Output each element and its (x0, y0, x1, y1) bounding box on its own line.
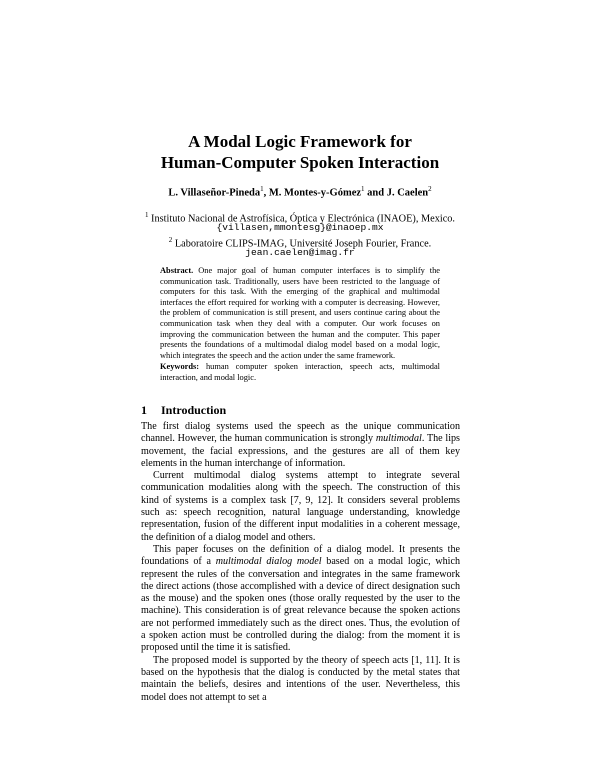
paragraph-2: Current multimodal dialog systems attempt to integrate several communication modalities along with the speech. The construction of this kind of systems is a complex task [7, 9, 12]. It considers several problems such as: speech recognition, natural language understanding, knowledge representation, fusion of the different input modalities in a coherent message, the definition of a dialog model and others. (141, 470, 460, 543)
keywords (160, 362, 440, 383)
author-2-affil-mark: 1 (361, 185, 365, 193)
paper-title-line-2: Human-Computer Spoken Interaction (160, 153, 440, 172)
paragraph-1-text-b: . The lips movement, the facial expressions, and the gestures are all of them key elements in the human interchange of information. (141, 433, 460, 469)
paragraph-1-text-a: The first dialog systems used the speech as the unique communication channel. However, the human communication is strongly (141, 421, 460, 445)
affiliation-2-mark: 2 (168, 236, 173, 244)
author-2: M. Montes-y-Gómez (268, 187, 362, 199)
paragraph-3-text-a: This paper focuses on the definition of a dialog model. It presents the foundations of a (141, 543, 460, 568)
paragraph-1 (141, 421, 460, 470)
paper-title-line-1: A Modal Logic Framework for (188, 132, 412, 151)
author-3: J. Caelen (386, 187, 429, 199)
section-number: 1 (141, 403, 147, 417)
affiliation-1-mark: 1 (144, 211, 149, 219)
author-3-affil-mark: 2 (428, 185, 432, 193)
section-title: Introduction (161, 403, 227, 417)
abstract (160, 266, 440, 361)
author-1: L. Villaseñor-Pineda (168, 187, 261, 199)
paragraph-3-emphasis: multimodal dialog model (215, 556, 322, 568)
paragraph-3-text-b: based on a modal logic, which represent the rules of the conversation and integrates in the same framework the direct actions (those accomplished with a device of direct designation such as the mouse) and the spoken ones (those orally requested by the user to the machine). This consideration is of great relevance because the spoken actions are not performed immediately such as the direct ones. Thus, the evolution of a spoken action must be controlled during the dialog: from the moment it is proposed until the time it is satisfied. (141, 556, 460, 654)
affiliation-1-text: Instituto Nacional de Astrofísica, Óptica y Electrónica (INAOE), Mexico. (148, 213, 456, 225)
affiliation-2-email: jean.caelen@imag.fr (245, 247, 355, 258)
abstract-label: Abstract. (160, 266, 194, 275)
keywords-label: Keywords: (160, 362, 200, 371)
affiliation-2-text: Laboratoire CLIPS-IMAG, Université Joseph Fourier, France. (172, 238, 432, 250)
abstract-text: One major goal of human computer interfaces is to simplify the communication task. Traditionally, users have been restricted to the language of computers for this task. With the emerging of the graphical and multimodal interfaces the effort required for working with a computer is decreasing. However, the problem of communication is still present, and users continue caring about the communication task when they deal with a computer. Our work focuses on improving the communication between the human and the computer. This paper presents the foundations of a multimodal dialog model based on a modal logic, which integrates the speech and the action under the same framework. (160, 266, 440, 360)
author-1-affil-mark: 1 (260, 185, 264, 193)
author-separator: and (364, 187, 387, 199)
body-text (141, 421, 460, 704)
section-heading (141, 403, 226, 418)
keywords-text: human computer spoken interaction, speech acts, multimodal interaction, and modal logic. (160, 362, 440, 382)
affiliation-1-email: {villasen,mmontesg}@inaoep.mx (216, 222, 384, 233)
author-separator: , (263, 187, 269, 199)
paragraph-1-emphasis: multimodal (375, 433, 422, 445)
paragraph-3 (141, 544, 460, 655)
paragraph-4: The proposed model is supported by the theory of speech acts [1, 11]. It is based on the hypothesis that the dialog is conducted by the metal states that maintain the beliefs, desires and intentions of the user. Nevertheless, this model does not attempt to set a (141, 654, 460, 703)
author-list (0, 185, 600, 199)
